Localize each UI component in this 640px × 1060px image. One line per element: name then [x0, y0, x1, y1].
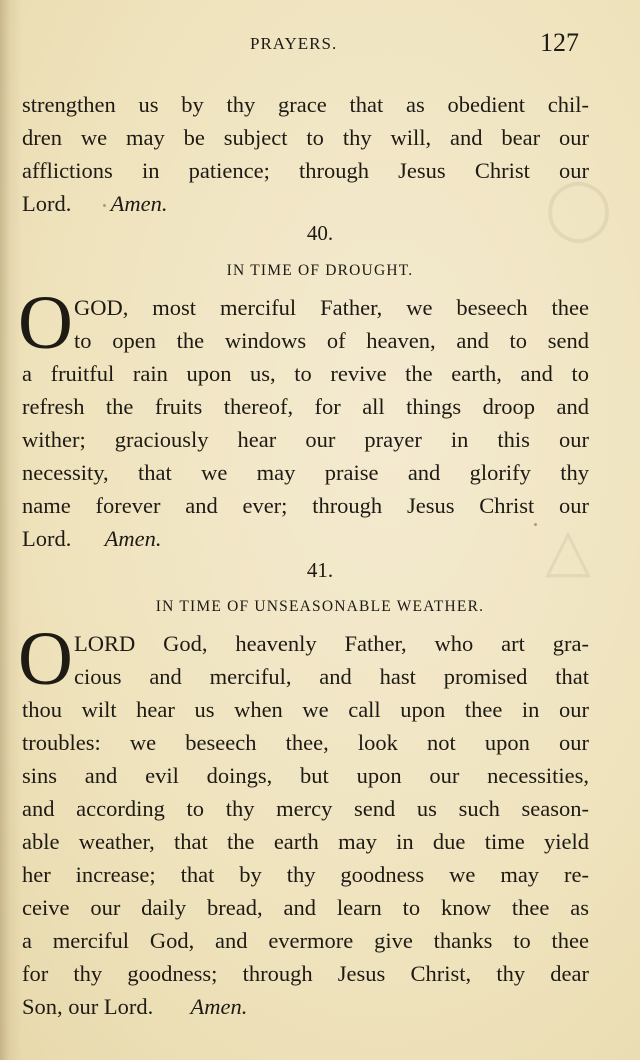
prayer-number: 41.: [306, 558, 334, 582]
text-line: sins and evil doings, but upon our necessities,: [22, 763, 589, 788]
text-line: able weather, that the earth may in due time yield: [22, 829, 589, 854]
running-head: PRAYERS.: [250, 34, 338, 53]
text-line: LORD God, heavenly Father, who art gra-: [74, 631, 589, 656]
text-line-last: [22, 522, 589, 555]
drop-cap: O: [18, 617, 73, 701]
text-line-last: [22, 990, 589, 1023]
text-line: ceive our daily bread, and learn to know thee as: [22, 895, 589, 920]
amen-text: Amen.: [104, 526, 162, 551]
text-line-last: [22, 187, 589, 220]
text-line: afflictions in patience; through Jesus Christ our: [22, 158, 589, 183]
closing-text: Son, our Lord.: [22, 994, 154, 1019]
text-line: strengthen us by thy grace that as obedient chil-: [22, 92, 589, 117]
text-line: a fruitful rain upon us, to revive the earth, and to: [22, 361, 589, 386]
text-line: a merciful God, and evermore give thanks to thee: [22, 928, 589, 953]
page-number: 127: [540, 28, 579, 57]
text-line: GOD, most merciful Father, we beseech thee: [74, 295, 589, 320]
closing-text: Lord.: [22, 526, 72, 551]
text-line: for thy goodness; through Jesus Christ, thy dear: [22, 961, 589, 986]
text-line: dren we may be subject to thy will, and bear our: [22, 125, 589, 150]
text-line: refresh the fruits thereof, for all things droop and: [22, 394, 589, 419]
show-through-letter: ◯: [545, 175, 613, 241]
drop-cap: O: [18, 281, 73, 365]
amen-text: Amen.: [190, 994, 248, 1019]
prayer-title: IN TIME OF UNSEASONABLE WEATHER.: [155, 598, 485, 615]
text-line: troubles: we beseech thee, look not upon our: [22, 730, 589, 755]
text-line: wither; graciously hear our prayer in this our: [22, 427, 589, 452]
amen-text: Amen.: [110, 191, 168, 216]
prayer-number: 40.: [306, 221, 334, 245]
text-line: to open the windows of heaven, and to send: [74, 328, 589, 353]
text-line: necessity, that we may praise and glorify thy: [22, 460, 589, 485]
text-line: her increase; that by thy goodness we may re-: [22, 862, 589, 887]
text-line: name forever and ever; through Jesus Christ our: [22, 493, 589, 518]
closing-text: Lord.: [22, 191, 72, 216]
show-through-letter: △: [545, 517, 592, 583]
prayer-title: IN TIME OF DROUGHT.: [226, 262, 414, 279]
text-line: thou wilt hear us when we call upon thee in our: [22, 697, 589, 722]
text-line: and according to thy mercy send us such season-: [22, 796, 589, 821]
text-line: cious and merciful, and hast promised that: [74, 664, 589, 689]
page-header: [0, 28, 640, 62]
